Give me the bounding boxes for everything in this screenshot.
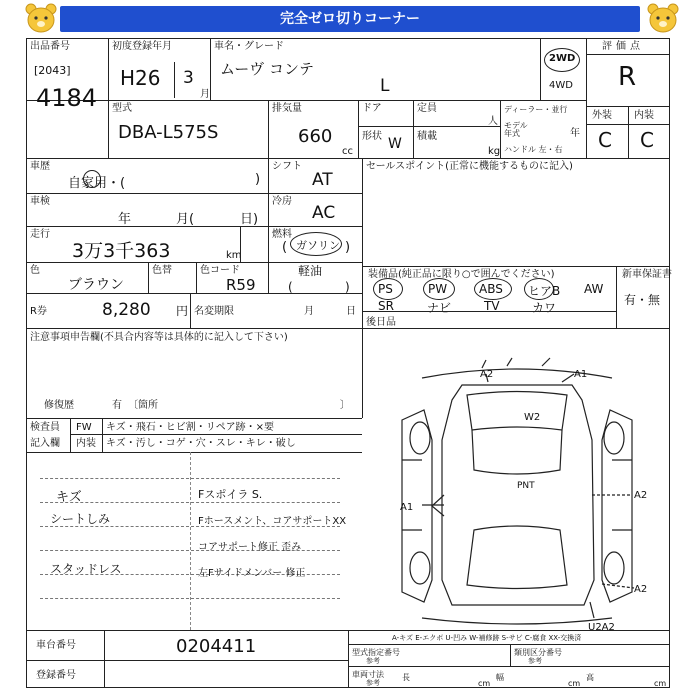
name-change-label: 名変期限 <box>194 306 234 317</box>
registration-label: 登録番号 <box>36 670 76 681</box>
class-num-sub: 参考 <box>528 657 542 665</box>
car-name: ムーヴ コンテ <box>220 60 315 78</box>
fuel-diesel: 軽油 <box>298 264 323 278</box>
color-code: R59 <box>226 276 256 294</box>
inspection-year: 年 <box>118 212 132 227</box>
diagram-mark-pnt: PNT <box>517 481 535 491</box>
damage-legend: A-キズ E-エクボ U-凹み W-補修跡 S-サビ C-腐食 XX-交換済 <box>392 634 582 642</box>
equip-leather[interactable]: カワ <box>532 301 557 315</box>
repair-value: 有 <box>112 400 122 411</box>
capacity-label: 定員 <box>417 103 437 114</box>
recycle-label: R券 <box>30 306 47 317</box>
fuel-paren-open: ( <box>282 240 288 255</box>
inspection-label: 車検 <box>30 196 50 207</box>
sales-point-label: セールスポイント(正常に機能するものに記入) <box>366 161 573 172</box>
inspector-ext-items: キズ・飛石・ヒビ割・リペア跡・×要 <box>106 422 274 433</box>
interior-score: C <box>640 128 654 152</box>
note-right-3: コアサポート修正 歪み <box>198 542 302 553</box>
aircon-value: AC <box>312 203 336 223</box>
load-label: 積載 <box>417 131 437 142</box>
fuel-bottom-paren-open: ( <box>288 280 293 294</box>
notes-label: 注意事項申告欄(不具合内容等は具体的に記入して下さい) <box>30 332 288 343</box>
fuel-bottom-paren-close: ) <box>345 280 350 294</box>
name-change-day: 日 <box>346 306 356 317</box>
chassis-label: 車台番号 <box>36 640 76 651</box>
diagram-mark-a2-right: A2 <box>634 490 648 501</box>
equip-airbag[interactable]: ヒアB <box>528 284 561 298</box>
mascot-left-icon <box>24 2 58 34</box>
dimension-width: 幅 <box>496 673 504 682</box>
color-value: ブラウン <box>68 277 124 293</box>
diagram-mark-a2-rear: A2 <box>634 584 648 595</box>
model-year-unit: 年 <box>570 128 580 139</box>
fuel-label: 燃料 <box>272 229 292 240</box>
interior-label: 内装 <box>634 110 654 121</box>
exterior-score: C <box>598 128 612 152</box>
inspection-month: 月( <box>176 212 195 227</box>
lot-number: 4184 <box>36 84 98 112</box>
page-banner-title: 完全ゼロ切りコーナー <box>60 6 640 32</box>
repair-place: 〔箇所 <box>128 400 158 411</box>
dimension-height-cm: cm <box>654 679 667 688</box>
mileage-unit: km <box>226 250 242 261</box>
lot-label: 出品番号 <box>30 41 70 52</box>
note-right-4: 左Fサイドメンバー 修正 <box>198 568 306 579</box>
inspector-ext-label: 検査員 <box>30 422 60 433</box>
diagram-mark-a2-front: A2 <box>480 369 494 380</box>
diagram-mark-a1-front: A1 <box>574 369 588 380</box>
note-left-1: キズ <box>56 490 82 505</box>
mileage-label: 走行 <box>30 229 50 240</box>
drive-4wd: 4WD <box>549 80 573 91</box>
displacement-value: 660 <box>298 126 333 147</box>
type-spec-sub: 参考 <box>366 657 380 665</box>
color-label: 色 <box>30 265 40 276</box>
recycle-value: 8,280 <box>102 300 151 320</box>
history-close: ) <box>255 172 261 187</box>
body-type-value: W <box>388 136 402 152</box>
aircon-label: 冷房 <box>272 196 292 207</box>
dimension-length: 長 <box>402 673 410 682</box>
first-reg-label: 初度登録年月 <box>112 41 172 52</box>
diagram-mark-w2: W2 <box>524 412 541 423</box>
drive-2wd: 2WD <box>549 53 576 64</box>
displacement-unit: cc <box>342 146 353 157</box>
color-change-label: 色替 <box>152 265 172 276</box>
car-grade: L <box>380 76 390 96</box>
new-warranty-value: 有・無 <box>624 293 661 307</box>
dealer-label: ディーラー・並行 <box>504 105 568 114</box>
dimension-length-cm: cm <box>478 679 491 688</box>
first-reg-month: 3 <box>183 68 194 88</box>
recycle-unit: 円 <box>176 304 189 318</box>
shift-label: シフト <box>272 161 302 172</box>
inspector-int-label: 記入欄 <box>30 438 60 449</box>
score-value: R <box>618 62 637 92</box>
equip-aw[interactable]: AW <box>584 282 604 296</box>
fuel-paren-close: ) <box>345 240 351 255</box>
equip-sr[interactable]: SR <box>378 299 394 313</box>
color-code-label: 色コード <box>200 265 240 276</box>
car-damage-diagram <box>362 330 670 630</box>
door-label: ドア <box>362 103 382 114</box>
diagram-mark-a1-left: A1 <box>400 502 414 513</box>
note-left-2: シートしみ <box>50 512 111 526</box>
rear-items-label: 後日品 <box>366 317 396 328</box>
equip-tv[interactable]: TV <box>484 299 500 313</box>
new-warranty-label: 新車保証書 <box>622 269 672 280</box>
first-reg-year: H26 <box>120 66 161 90</box>
model-value: DBA-L575S <box>118 122 219 143</box>
model-year-label: モデル年式 <box>504 121 528 138</box>
mascot-right-icon <box>646 2 680 34</box>
history-value: 自家用・( <box>68 176 126 191</box>
equipment-label: 装備品(純正品に限り○で囲んでください) <box>368 269 555 280</box>
exterior-label: 外装 <box>592 110 612 121</box>
equip-navi[interactable]: ナビ <box>427 301 452 315</box>
equip-abs[interactable]: ABS <box>479 282 503 296</box>
shift-value: AT <box>312 170 333 190</box>
fuel-gasoline: ガソリン <box>296 239 340 252</box>
lot-sub: [2043] <box>34 64 71 77</box>
inspector-ext-code: FW <box>76 422 92 433</box>
repair-label: 修復歴 <box>44 400 74 411</box>
inspector-int-items: キズ・汚し・コゲ・穴・スレ・キレ・破し <box>106 438 296 449</box>
score-label: 評価点 <box>602 41 644 52</box>
car-name-label: 車名・グレード <box>214 41 284 52</box>
note-right-1: Fスポイラ S. <box>198 488 263 501</box>
inspector-int-code: 内装 <box>76 438 96 449</box>
body-type-label: 形状 <box>362 131 382 142</box>
model-label: 型式 <box>112 103 132 114</box>
dimension-width-cm: cm <box>568 679 581 688</box>
dimension-height: 高 <box>586 673 594 682</box>
load-unit: kg <box>488 146 501 157</box>
dimension-sub: 参考 <box>366 679 380 687</box>
note-right-2: Fホースメント、コアサポートXX <box>198 516 347 527</box>
inspection-day: 日) <box>240 212 259 227</box>
dimension-label: 車両寸法 <box>352 670 384 679</box>
chassis-value: 0204411 <box>176 636 257 657</box>
equip-ps[interactable]: PS <box>378 282 393 296</box>
note-left-3: スタッドレス <box>50 562 122 576</box>
type-spec-label: 型式指定番号 <box>352 648 400 657</box>
name-change-month: 月 <box>304 306 314 317</box>
first-reg-month-unit: 月 <box>200 89 210 100</box>
capacity-unit: 人 <box>488 116 498 127</box>
repair-close: 〕 <box>340 400 350 411</box>
equip-pw[interactable]: PW <box>428 282 448 296</box>
diagram-mark-u2a2: U2A2 <box>588 622 615 630</box>
mileage-value: 3万3千363 <box>72 240 171 262</box>
class-num-label: 類別区分番号 <box>514 648 562 657</box>
handle-label: ハンドル 左・右 <box>504 145 563 154</box>
displacement-label: 排気量 <box>272 103 302 114</box>
history-label: 車歴 <box>30 161 50 172</box>
